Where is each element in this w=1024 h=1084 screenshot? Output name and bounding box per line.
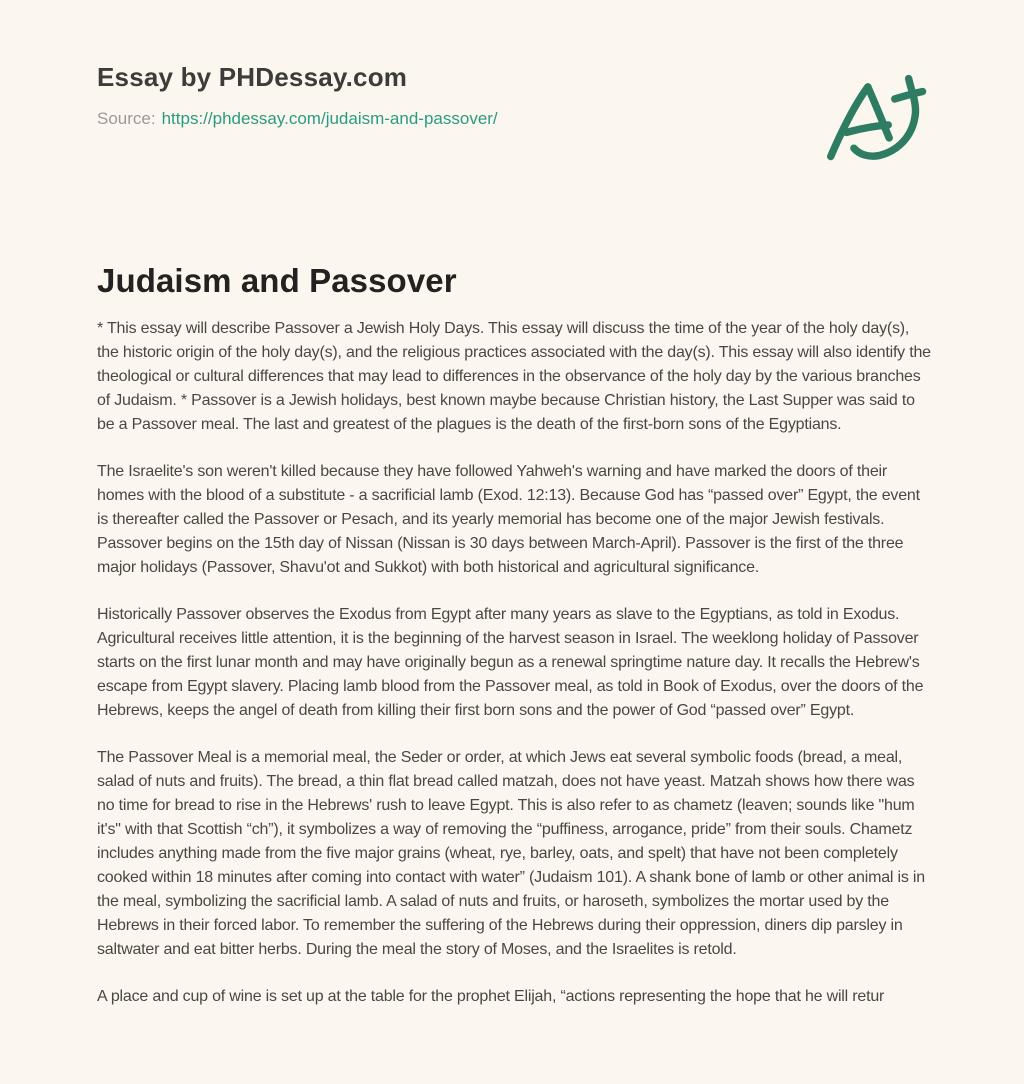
essay-paragraph: The Passover Meal is a memorial meal, the Seder or order, at which Jews eat several symbolic foods (bread, a meal, salad of nuts and fruits). The bread, a thin flat bread called matzah, does not have yeast. Matzah shows how there was no time for bread to rise in the Hebrews' rush to leave Egypt. This is also refer to as chametz (leaven; sounds like "hum it's" with that Scottish “ch”), it symbolizes a way of removing the “puffiness, arrogance, pride” from their souls. Chametz includes anything made from the five major grains (wheat, rye, barley, oats, and spelt) that have not been completely cooked within 18 minutes after coming into contact with water” (Judaism 101). A shank bone of lamb or other animal is in the meal, symbolizing the sacrificial lamb. A salad of nuts and fruits, or haroseth, symbolizes the mortar used by the Hebrews in their forced labor. To remember the suffering of the Hebrews during their oppression, diners dip parsley in saltwater and eat bitter herbs. During the meal the story of Moses, and the Israelites is retold. [97, 749, 925, 958]
essay-paragraph: Historically Passover observes the Exodus from Egypt after many years as slave to the Egyptians, as told in Exodus. Agricultural receives little attention, it is the beginning of the harvest season in Israel. The weeklong holiday of Passover starts on the first lunar month and may have originally begun as a renewal springtime nature day. It recalls the Hebrew's escape from Egypt slavery. Placing lamb blood from the Passover meal, as told in Book of Exodus, over the doors of the Hebrews, keeps the angel of death from killing their first born sons and the power of God “passed over” Egypt. [97, 606, 924, 719]
essay-paragraph: The Israelite's son weren't killed because they have followed Yahweh's warning and have marked the doors of their homes with the blood of a substitute - a sacrificial lamb (Exod. 12:13). Because God has “passed over” Egypt, the event is thereafter called the Passover or Pesach, and its yearly memorial has become one of the major Jewish festivals. Passover begins on the 15th day of Nissan (Nissan is 30 days between March-April). Passover is the first of the three major holidays (Passover, Shavu'ot and Sukkot) with both historical and agricultural significance. [97, 463, 920, 576]
a-plus-logo-icon [814, 68, 930, 168]
essay-content [97, 261, 932, 1009]
header-title: Essay by PHDessay.com [97, 62, 408, 92]
essay-paragraph: * This essay will describe Passover a Jewish Holy Days. This essay will discuss the time of the year of the holy day(s), the historic origin of the holy day(s), and the religious practices associated with the day(s). This essay will also identify the theological or cultural differences that may lead to differences in the observance of the holy day by the various branches of Judaism. * Passover is a Jewish holidays, best known maybe because Christian history, the Last Supper was said to be a Passover meal. The last and greatest of the plagues is the death of the first-born sons of the Egyptians. [97, 320, 931, 433]
source-link[interactable]: https://phdessay.com/judaism-and-passover/ [161, 109, 498, 128]
page-header [97, 60, 932, 173]
source-label: Source: [97, 109, 156, 128]
logo [814, 68, 930, 173]
source-line [97, 108, 498, 130]
content-column [97, 0, 932, 1009]
essay-title: Judaism and Passover [97, 262, 457, 299]
header-text [97, 60, 498, 130]
essay-paragraph: A place and cup of wine is set up at the table for the prophet Elijah, “actions representing the hope that he will retur [97, 988, 885, 1005]
